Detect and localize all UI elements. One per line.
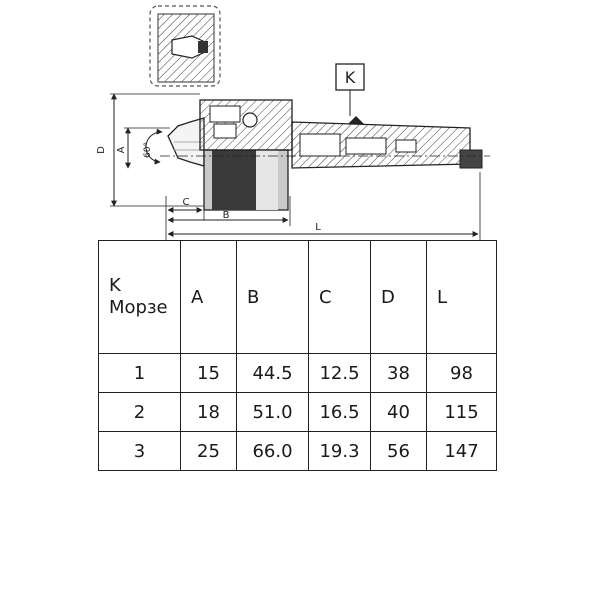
cell-b: 66.0	[237, 432, 309, 471]
header-k	[99, 241, 181, 354]
cell-c: 16.5	[309, 393, 371, 432]
label-a: A	[116, 146, 127, 154]
cell-k: 1	[99, 354, 181, 393]
cell-b: 44.5	[237, 354, 309, 393]
cell-b: 51.0	[237, 393, 309, 432]
header-a: A	[181, 241, 237, 354]
table-row	[99, 432, 497, 471]
detail-inset	[150, 6, 220, 86]
header-k-line2: Морзе	[109, 297, 168, 318]
header-c: C	[309, 241, 371, 354]
cell-c: 19.3	[309, 432, 371, 471]
header-k-line1: K	[109, 275, 121, 296]
cell-k: 3	[99, 432, 181, 471]
spec-table	[98, 240, 497, 471]
cell-k: 2	[99, 393, 181, 432]
table-row	[99, 393, 497, 432]
cell-d: 56	[371, 432, 427, 471]
cell-a: 15	[181, 354, 237, 393]
cell-c: 12.5	[309, 354, 371, 393]
cell-d: 40	[371, 393, 427, 432]
label-k: K	[344, 68, 356, 87]
header-l: L	[427, 241, 497, 354]
cell-a: 25	[181, 432, 237, 471]
label-angle: 60°	[143, 142, 153, 158]
header-b: B	[237, 241, 309, 354]
cell-l: 98	[427, 354, 497, 393]
table-header-row	[99, 241, 497, 354]
label-b: B	[222, 210, 230, 221]
header-d: D	[371, 241, 427, 354]
label-l: L	[315, 222, 321, 233]
cell-d: 38	[371, 354, 427, 393]
cell-l: 115	[427, 393, 497, 432]
label-d: D	[96, 146, 107, 154]
label-k-box	[336, 64, 364, 116]
cell-a: 18	[181, 393, 237, 432]
label-c: C	[182, 197, 190, 208]
live-center-body	[160, 100, 490, 210]
live-center-drawing	[0, 0, 600, 240]
cell-l: 147	[427, 432, 497, 471]
table-row	[99, 354, 497, 393]
